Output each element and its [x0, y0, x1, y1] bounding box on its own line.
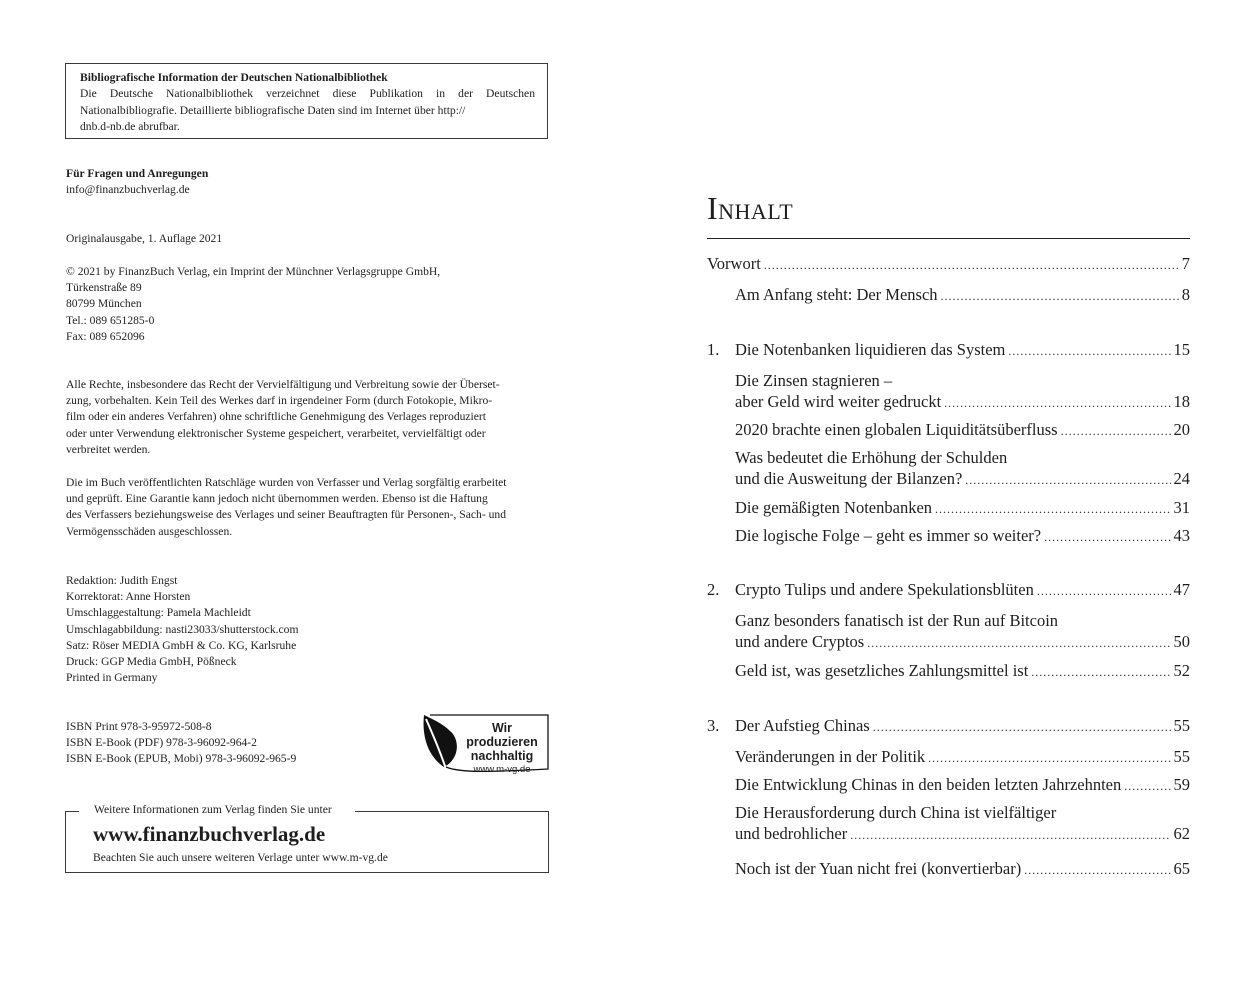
toc-page-number: 62	[1173, 824, 1190, 843]
toc-section[interactable]	[735, 610, 1190, 654]
toc-divider	[707, 238, 1190, 239]
contact-email[interactable]: info@finanzbuchverlag.de	[66, 183, 190, 197]
toc-chapter-1[interactable]	[735, 339, 1190, 362]
toc-page-number: 7	[1181, 254, 1190, 273]
chapter-number: 1.	[707, 340, 720, 359]
bib-text-last: dnb.d-nb.de abrufbar.	[80, 119, 180, 133]
disclaimer-line: Vermögensschäden ausgeschlossen.	[66, 524, 233, 538]
toc-section-title-line2: und andere Cryptos	[735, 632, 865, 651]
toc-section[interactable]	[735, 774, 1190, 797]
toc-page-number: 18	[1173, 392, 1190, 411]
logo-url: www.m-vg.de	[473, 764, 531, 775]
logo-line1: Wir produzieren	[466, 721, 538, 749]
credit-line: Umschlaggestaltung: Pamela Machleidt	[66, 606, 251, 620]
toc-entry-vorwort[interactable]	[707, 253, 1190, 276]
credit-line: Druck: GGP Media GmbH, Pößneck	[66, 655, 237, 669]
toc-section[interactable]	[735, 802, 1190, 846]
isbn-line: ISBN Print 978-3-95972-508-8	[66, 720, 212, 733]
toc-section[interactable]	[735, 370, 1190, 414]
toc-section[interactable]	[735, 660, 1190, 683]
rights-line: zung, vorbehalten. Kein Teil des Werkes darf in irgendeiner Form (durch Fotokopie, Mikro-	[66, 394, 493, 408]
bib-text: Die Deutsche Nationalbibliothek verzeichnet diese Publikation in der Deutschen Nationalbibliografie. Detaillierte bibliografische Daten sind im Internet über http://	[80, 87, 535, 117]
toc-entry-title: Vorwort	[707, 254, 761, 273]
toc-page-number: 55	[1173, 716, 1190, 735]
credit-line: Korrektorat: Anne Horsten	[66, 590, 191, 604]
toc-section-title-line1: Die Herausforderung durch China ist vielfältiger	[735, 803, 1057, 822]
rights-line: film oder ein anderes Verfahren) ohne schriftliche Genehmigung des Verlages reproduziert	[66, 410, 487, 424]
publisher-street: Türkenstraße 89	[66, 281, 142, 295]
rights-line: verbreitet werden.	[66, 442, 151, 456]
publisher-tel: Tel.: 089 651285-0	[66, 313, 155, 327]
toc-section-title-line1: Ganz besonders fanatisch ist der Run auf Bitcoin	[735, 611, 1059, 630]
toc-section-title: Am Anfang steht: Der Mensch	[735, 285, 938, 304]
toc-section-title-line2: aber Geld wird weiter gedruckt	[735, 392, 942, 411]
toc-chapter-title: Die Notenbanken liquidieren das System	[735, 340, 1006, 359]
toc-page-number: 50	[1173, 632, 1190, 651]
credit-line: Umschlagabbildung: nasti23033/shutterstock.com	[66, 622, 299, 636]
edition-line	[66, 231, 222, 247]
toc-section[interactable]	[735, 419, 1190, 442]
contact-heading: Für Fragen und Anregungen	[66, 167, 209, 180]
toc-page-number: 15	[1173, 340, 1190, 359]
toc-section[interactable]	[735, 447, 1190, 491]
toc-section-title-line2: und bedrohlicher	[735, 824, 848, 843]
toc-page-number: 8	[1181, 285, 1190, 304]
chapter-number: 2.	[707, 580, 720, 599]
toc-section-title: Die logische Folge – geht es immer so weiter?	[735, 526, 1042, 545]
toc-page-number: 55	[1173, 747, 1190, 766]
toc-page-number: 24	[1173, 469, 1190, 488]
bibliographic-info-box	[65, 63, 548, 139]
rights-line: oder unter Verwendung elektronischer Systeme gespeichert, verarbeitet, vervielfältigt oder	[66, 426, 486, 440]
toc-section-title: Geld ist, was gesetzliches Zahlungsmittel ist	[735, 661, 1029, 680]
toc-page-number: 43	[1173, 526, 1190, 545]
website-frame	[65, 803, 549, 873]
toc-section[interactable]	[735, 746, 1190, 769]
toc-section-title: Die gemäßigten Notenbanken	[735, 498, 933, 517]
credit-line: Satz: Röser MEDIA GmbH & Co. KG, Karlsruhe	[66, 638, 297, 652]
website-other-publishers: Beachten Sie auch unsere weiteren Verlage unter www.m-vg.de	[93, 851, 388, 864]
toc-section-title-line1: Was bedeutet die Erhöhung der Schulden	[735, 448, 1008, 467]
disclaimer-line: und geprüft. Eine Garantie kann jedoch nicht übernommen werden. Ebenso ist die Haftung	[66, 492, 488, 506]
toc-section-title: Veränderungen in der Politik	[735, 747, 926, 766]
toc-chapter-title: Crypto Tulips und andere Spekulationsblüten	[735, 580, 1034, 599]
toc-section-title: Noch ist der Yuan nicht frei (konvertierbar)	[735, 859, 1022, 878]
publisher-city: 80799 München	[66, 297, 142, 311]
isbn-line: ISBN E-Book (EPUB, Mobi) 978-3-96092-965-9	[66, 752, 297, 766]
website-intro: Weitere Informationen zum Verlag finden Sie unter	[94, 803, 332, 816]
toc-chapter-3[interactable]	[735, 715, 1190, 738]
logo-line2: nachhaltig	[470, 749, 534, 763]
toc-section[interactable]	[735, 525, 1190, 548]
chapter-number: 3.	[707, 716, 720, 735]
website-url[interactable]: www.finanzbuchverlag.de	[93, 822, 326, 846]
toc-page-number: 52	[1173, 661, 1190, 680]
sustainability-logo	[420, 713, 550, 773]
edition-text: Originalausgabe, 1. Auflage 2021	[66, 232, 223, 245]
contact-block	[66, 166, 208, 198]
publisher-line: © 2021 by FinanzBuch Verlag, ein Imprint der Münchner Verlagsgruppe GmbH,	[66, 265, 441, 278]
toc-section-title: Die Entwicklung Chinas in den beiden letzten Jahrzehnten	[735, 775, 1122, 794]
toc-section[interactable]	[735, 858, 1190, 881]
isbn-block	[66, 719, 296, 768]
disclaimer-line: des Verfassers beziehungsweise des Verlages und seiner Beauftragten für Personen-, Sach- und	[66, 508, 506, 522]
credit-line: Redaktion: Judith Engst	[66, 574, 178, 587]
toc-page-number: 31	[1173, 498, 1190, 517]
publisher-fax: Fax: 089 652096	[66, 329, 145, 343]
toc-page-number: 47	[1173, 580, 1190, 599]
toc-page-number: 20	[1173, 420, 1190, 439]
credits-block	[66, 573, 299, 686]
disclaimer-block	[66, 475, 507, 540]
toc-section-title-line2: und die Ausweitung der Bilanzen?	[735, 469, 963, 488]
publisher-block	[66, 264, 440, 345]
credit-line: Printed in Germany	[66, 671, 158, 685]
toc-section-title: 2020 brachte einen globalen Liquiditätsüberfluss	[735, 420, 1058, 439]
rights-block	[66, 377, 500, 458]
toc-section[interactable]	[735, 284, 1190, 307]
rights-line: Alle Rechte, insbesondere das Recht der Vervielfältigung und Verbreitung sowie der Überset-	[66, 378, 500, 391]
toc-chapter-title: Der Aufstieg Chinas	[735, 716, 870, 735]
toc-title: Inhalt	[707, 190, 794, 226]
bib-title: Bibliografische Information der Deutschen Nationalbibliothek	[80, 71, 388, 84]
toc-chapter-2[interactable]	[735, 579, 1190, 602]
toc-page-number: 65	[1173, 859, 1190, 878]
toc-section-title-line1: Die Zinsen stagnieren –	[735, 371, 893, 390]
disclaimer-line: Die im Buch veröffentlichten Ratschläge wurden von Verfasser und Verlag sorgfältig erarbeitet	[66, 476, 507, 489]
toc-page-number: 59	[1173, 775, 1190, 794]
toc-section[interactable]	[735, 497, 1190, 520]
isbn-line: ISBN E-Book (PDF) 978-3-96092-964-2	[66, 736, 257, 750]
